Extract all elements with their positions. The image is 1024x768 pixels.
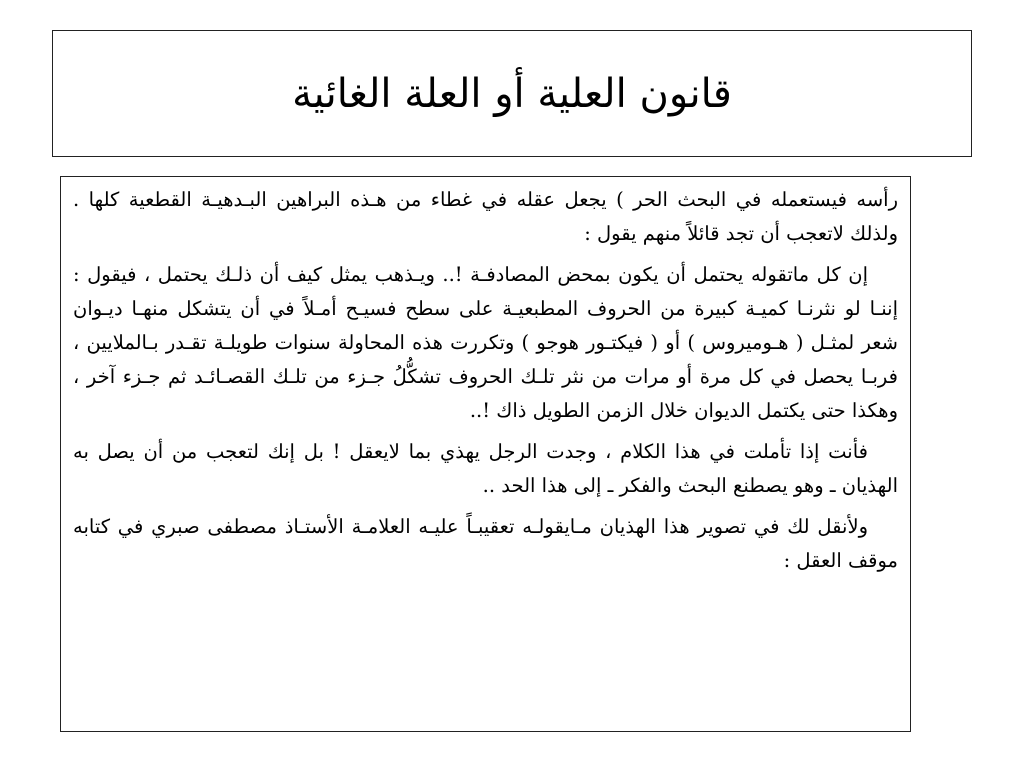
text-body: [60, 176, 911, 732]
title-box: [52, 30, 972, 157]
paragraph-4: ولأنقل لك في تصوير هذا الهذيان مـايقولـه تعقيبـاً عليـه العلامـة الأستـاذ مصطفى صبري في كتابه موقف العقل :: [73, 515, 898, 572]
page-title: قانون العلية أو العلة الغائية: [292, 70, 732, 117]
paragraph-1: رأسه فيستعمله في البحث الحر ) يجعل عقله في غطاء من هـذه البراهين البـدهيـة القطعية كلها . ولذلك لاتعجب أن تجد قائلاً منهم يقول :: [73, 188, 898, 245]
paragraph-3: فأنت إذا تأملت في هذا الكلام ، وجدت الرجل يهذي بما لايعقل ! بل إنك لتعجب من أن يصل به الهذيان ـ وهو يصطنع البحث والفكر ـ إلى هذا الحد ..: [73, 440, 898, 497]
paragraph-2: إن كل ماتقوله يحتمل أن يكون بمحض المصادفـة !.. ويـذهب يمثل كيف أن ذلـك يحتمل ، فيقول : إننـا لو نثرنـا كميـة كبيرة من الحروف المطبعيـة على سطح فسيـح أمـلاً في أن يتشكل منهـا ديـوان شعر لمثـل ( هـوميروس ) أو ( فيكتـور هوجو ) وتكررت هذه المحاولة سنوات طويلـة تقـدر بـالملايين ، فربـا يحصل في كل مرة أو مرات من نثر تلـك الحروف تشكُّلُ جـزء من تلـك القصـائـد ثم جـزء آخر ، وهكذا حتى يكتمل الديوان خلال الزمن الطويل ذاك !..: [73, 263, 898, 422]
